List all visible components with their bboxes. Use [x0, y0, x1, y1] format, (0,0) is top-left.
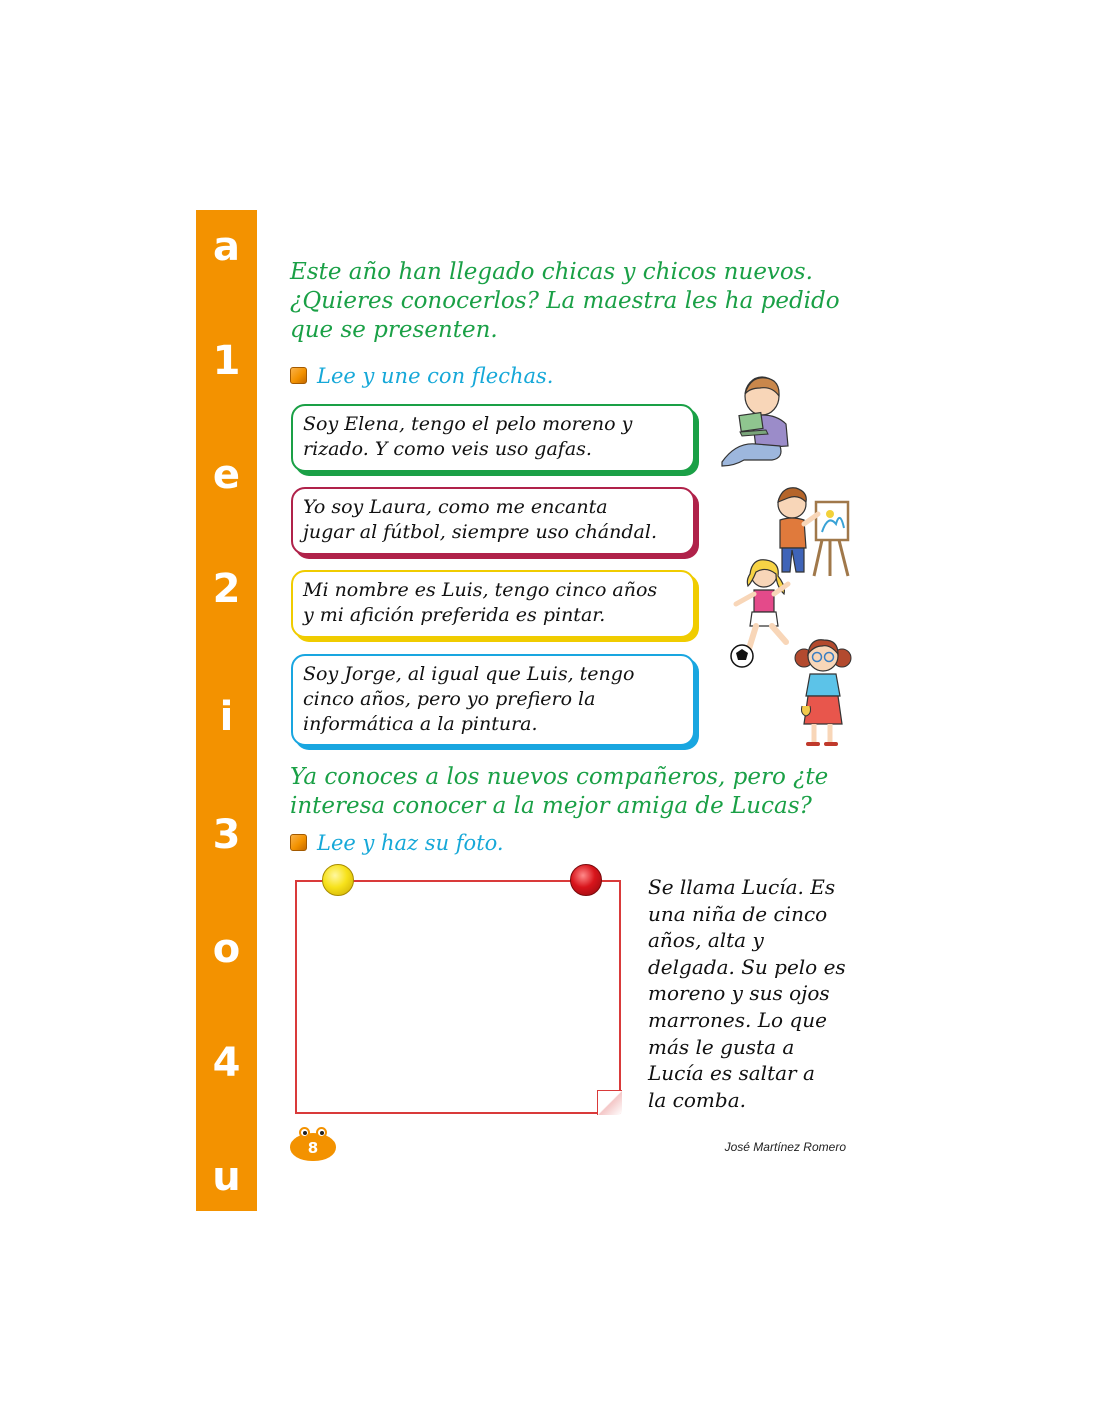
intro-line: que se presenten. [290, 317, 498, 343]
bubble-line: Soy Jorge, al igual que Luis, tengo [303, 663, 635, 685]
desc-line: la comba. [648, 1087, 746, 1112]
frog-eye-icon [316, 1127, 327, 1138]
sidebar-glyph: 3 [212, 812, 241, 858]
intro-line: ¿Quieres conocerlos? La maestra les ha pedido [290, 288, 840, 314]
girl-football-illustration[interactable] [726, 556, 798, 672]
sidebar-glyph: o [212, 926, 241, 972]
desc-line: más le gusta a [648, 1034, 795, 1059]
desc-line: moreno y sus ojos [648, 981, 830, 1006]
desc-line: marrones. Lo que [648, 1007, 827, 1032]
bubble-line: jugar al fútbol, siempre uso chándal. [303, 521, 657, 543]
sidebar-glyph: i [219, 694, 234, 740]
bubble-line: y mi afición preferida es pintar. [303, 604, 606, 626]
yellow-pin-icon [322, 864, 354, 896]
sidebar-glyph: 2 [212, 566, 241, 612]
intro-text [290, 258, 850, 345]
bubble-line: cinco años, pero yo prefiero la [303, 688, 596, 710]
girl-glasses-illustration[interactable] [794, 636, 852, 752]
cube-icon [290, 367, 307, 384]
page-curl [597, 1090, 622, 1115]
sidebar-glyph: a [213, 224, 240, 270]
bubble-laura[interactable] [291, 487, 695, 555]
bubble-line: informática a la pintura. [303, 713, 538, 735]
desc-line: Se llama Lucía. Es [648, 875, 836, 899]
bubble-line: Yo soy Laura, como me encanta [303, 496, 608, 518]
activity1-instruction [290, 363, 553, 389]
intro-line: Este año han llegado chicas y chicos nuevos. [290, 259, 813, 285]
sidebar-glyph: e [212, 452, 241, 498]
sidebar-glyph: 4 [212, 1040, 241, 1086]
lucia-description [648, 874, 853, 1113]
bubble-luis[interactable] [291, 570, 695, 638]
cube-icon [290, 834, 307, 851]
desc-line: delgada. Su pelo es [648, 954, 846, 979]
red-pin-icon [570, 864, 602, 896]
page-number: 8 [307, 1139, 319, 1157]
page-number-badge [290, 1133, 336, 1161]
transition-line: Ya conoces a los nuevos compañeros, pero ¿te [290, 764, 829, 790]
transition-text [290, 763, 850, 821]
boy-laptop-illustration[interactable] [716, 374, 796, 470]
bubble-line: Mi nombre es Luis, tengo cinco años [303, 579, 658, 601]
bubble-line: Soy Elena, tengo el pelo moreno y [303, 413, 633, 435]
frog-eye-icon [299, 1127, 310, 1138]
activity2-instruction [290, 830, 504, 856]
bubble-jorge[interactable] [291, 654, 695, 746]
desc-line: Lucía es saltar a [648, 1061, 815, 1086]
desc-line: una niña de cinco [648, 901, 828, 926]
desc-line: años, alta y [648, 928, 764, 953]
instruction-label: Lee y une con flechas. [317, 364, 554, 388]
bubble-elena[interactable] [291, 404, 695, 472]
instruction-label: Lee y haz su foto. [317, 831, 504, 855]
sidebar-glyph: u [212, 1154, 241, 1200]
bubble-line: rizado. Y como veis uso gafas. [303, 438, 592, 460]
transition-line: interesa conocer a la mejor amiga de Lucas? [290, 793, 812, 819]
photo-drawing-area[interactable] [295, 880, 621, 1114]
author-credit: José Martínez Romero [724, 1140, 846, 1154]
sidebar [196, 210, 257, 1211]
sidebar-glyph: 1 [212, 338, 241, 384]
